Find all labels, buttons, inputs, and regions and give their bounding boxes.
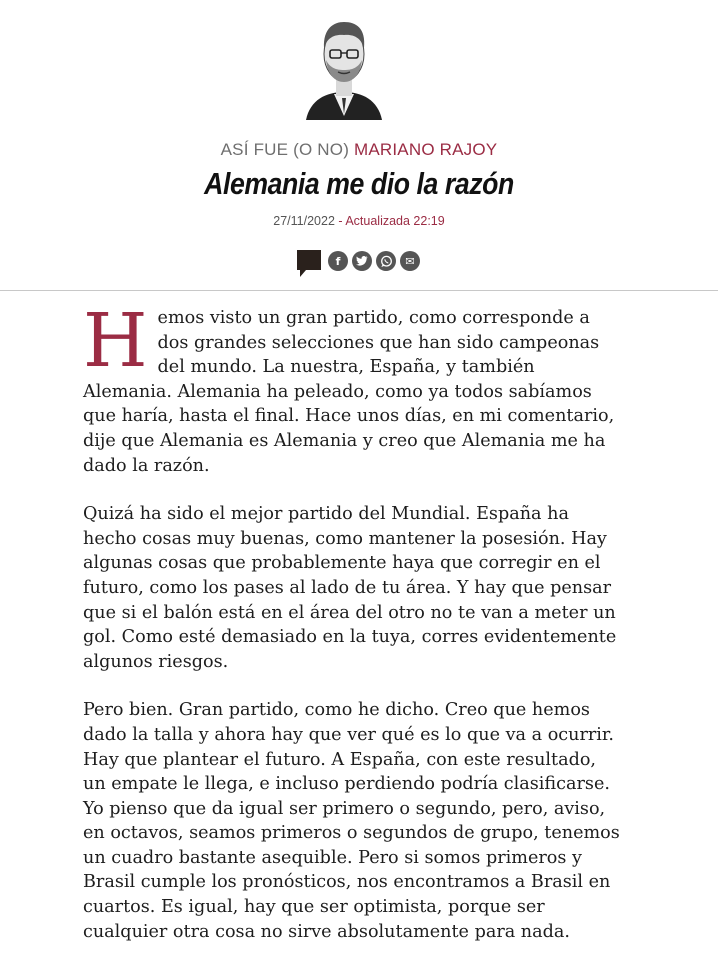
share-bar: [296, 247, 436, 281]
publish-date: 27/11/2022: [273, 214, 335, 228]
article-paragraph: [83, 298, 623, 478]
whatsapp-glyph-icon: [380, 255, 393, 268]
header-divider: [0, 290, 718, 291]
whatsapp-icon[interactable]: [376, 251, 396, 271]
email-icon[interactable]: [400, 251, 420, 271]
author-portrait: [304, 8, 384, 120]
author-name[interactable]: MARIANO RAJOY: [354, 140, 498, 159]
dateline: [0, 214, 718, 228]
drop-cap: H: [83, 298, 148, 384]
facebook-glyph: f: [335, 254, 341, 268]
article-kicker: [0, 140, 718, 160]
article-paragraph: Pero bien. Gran partido, como he dicho. Creo que hemos dado la talla y ahora hay que ver qué es lo que va a ocurrir. Hay que plantear el futuro. A España, con este resultado, un empate le llega, e incluso perdiendo podría clasificarse. Yo pienso que da igual ser primero o segundo, pero, aviso, en octavos, seamos primeros o segundos de grupo, tenemos un cuadro bastante asequible. Pero si somos primeros y Brasil cumple los pronósticos, nos encontramos a Brasil en cuartos. Es igual, hay que ser optimista, porque ser cualquier otra cosa no sirve absolutamente para nada.: [83, 700, 620, 942]
updated-time: - Actualizada 22:19: [338, 214, 445, 228]
email-glyph: ✉: [405, 254, 415, 268]
headline: Alemania me dio la razón: [204, 166, 514, 201]
facebook-icon[interactable]: [328, 251, 348, 271]
twitter-bird-icon: [356, 256, 368, 266]
comment-icon[interactable]: [296, 249, 322, 279]
article-body: [83, 298, 623, 968]
first-paragraph-text: emos visto un gran partido, como corresponde a dos grandes selecciones que han sido campeonas del mundo. La nuestra, España, y también Alemania. Alemania ha peleado, como ya todos sabíamos que haría, hasta el final. Hace unos días, en mi comentario, dije que Alemania es Alemania y creo que Alemania me ha dado la razón.: [83, 308, 615, 476]
column-series: ASÍ FUE (O NO): [220, 140, 350, 159]
twitter-icon[interactable]: [352, 251, 372, 271]
article-paragraph: Quizá ha sido el mejor partido del Mundial. España ha hecho cosas muy buenas, como mantener la posesión. Hay algunas cosas que probablemente haya que corregir en el futuro, como los pases al lado de tu área. Y hay que pensar que si el balón está en el área del otro no te van a meter un gol. Como esté demasiado en la tuya, corres evidentemente algunos riesgos.: [83, 504, 617, 672]
